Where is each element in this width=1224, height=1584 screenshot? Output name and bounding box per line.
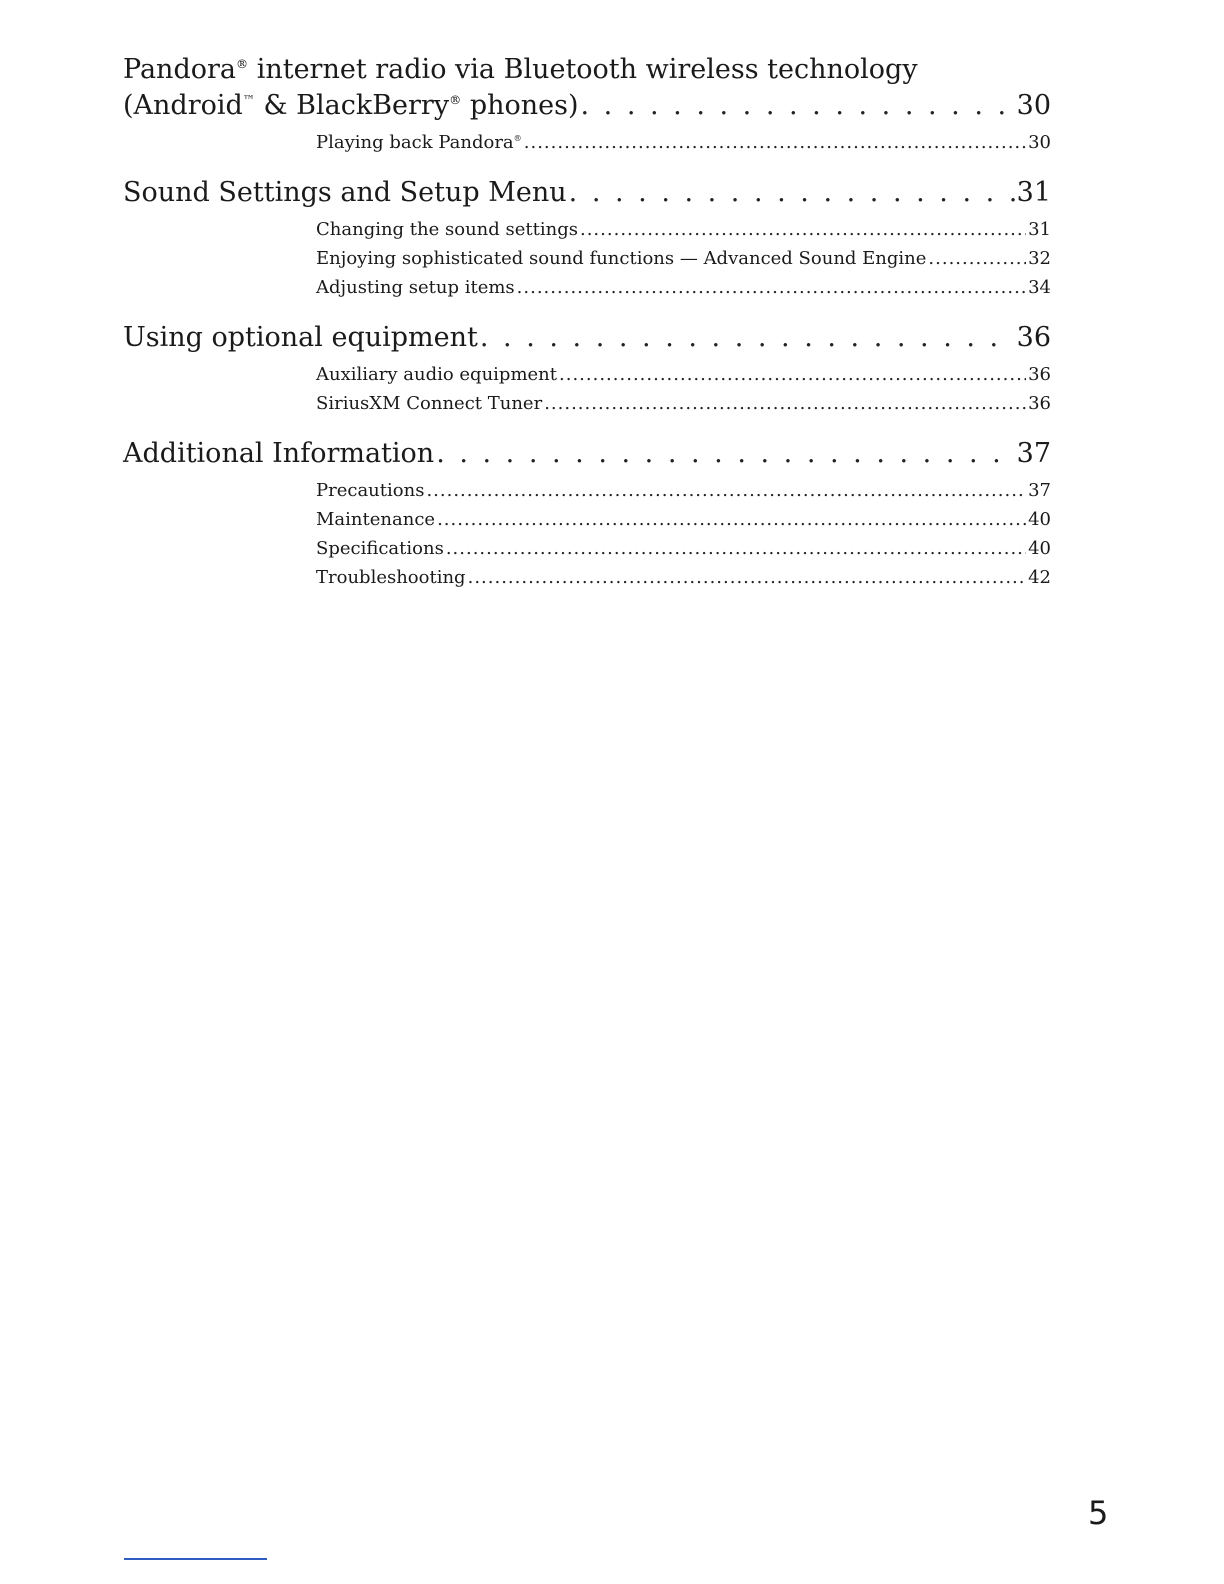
section-title: Sound Settings and Setup Menu: [123, 177, 567, 208]
section-title: Additional Information: [123, 438, 435, 469]
subentry-label: SiriusXM Connect Tuner: [316, 393, 543, 414]
registered-mark: ®: [513, 133, 522, 143]
toc-subentry[interactable]: [316, 534, 1051, 563]
page-number: 40: [1028, 509, 1051, 530]
page-number: 31: [1028, 219, 1051, 240]
registered-mark: ®: [235, 57, 249, 71]
toc-section-sound-settings: [123, 175, 1051, 314]
dot-leader: [468, 563, 1027, 592]
toc-subentry[interactable]: [316, 505, 1051, 534]
subentry-label: Enjoying sophisticated sound functions — Advanced Sound Engine: [316, 248, 927, 269]
subentry-label: Specifications: [316, 538, 444, 559]
page-number: 34: [1028, 277, 1051, 298]
dot-leader: [480, 320, 1015, 356]
toc-subentry[interactable]: [316, 360, 1051, 389]
page-number: 40: [1028, 538, 1051, 559]
trademark-mark: ™: [242, 93, 255, 107]
dot-leader: [580, 215, 1026, 244]
subentry-label: Changing the sound settings: [316, 219, 578, 240]
page-number: 30: [1016, 90, 1051, 121]
toc-subentry[interactable]: [316, 215, 1051, 244]
table-of-contents: [123, 52, 1051, 610]
page-number: 32: [1028, 248, 1051, 269]
dot-leader: [437, 505, 1026, 534]
section-title-text-rest: internet radio via Bluetooth wireless technology: [248, 54, 918, 85]
subentry-label: Playing back Pandora®: [316, 132, 522, 153]
dot-leader: [544, 389, 1026, 418]
section-title-line2: (Android™ & BlackBerry® phones): [123, 90, 579, 121]
toc-subentry[interactable]: [316, 476, 1051, 505]
dot-leader: [436, 436, 1014, 472]
subentry-label: Auxiliary audio equipment: [316, 364, 557, 385]
dot-leader: [426, 476, 1026, 505]
page-number: 42: [1028, 567, 1051, 588]
subentry-label: Adjusting setup items: [316, 277, 515, 298]
dot-leader: [446, 534, 1026, 563]
section-title-text: Pandora: [123, 54, 236, 85]
toc-subentry[interactable]: [316, 128, 1051, 157]
subentry-label: Precautions: [316, 480, 425, 501]
toc-subentry[interactable]: [316, 244, 1051, 273]
subentry-label: Maintenance: [316, 509, 436, 530]
page-number: 30: [1028, 132, 1051, 153]
subsection-list: [316, 211, 1051, 314]
page-number: 31: [1016, 177, 1051, 208]
dot-leader: [517, 273, 1026, 302]
dot-leader: [928, 244, 1026, 273]
dot-leader: [581, 88, 1015, 124]
subsection-list: [316, 124, 1051, 169]
page-number: 36: [1028, 364, 1051, 385]
page-number: 37: [1028, 480, 1051, 501]
toc-entry-section[interactable]: [123, 88, 1051, 124]
toc-subentry[interactable]: [316, 389, 1051, 418]
toc-entry-section[interactable]: [123, 320, 1051, 356]
toc-subentry[interactable]: [316, 273, 1051, 302]
registered-mark: ®: [449, 93, 462, 107]
toc-entry-section[interactable]: [123, 436, 1051, 472]
dot-leader: [524, 128, 1026, 157]
toc-subentry[interactable]: [316, 563, 1051, 592]
subsection-list: [316, 356, 1051, 430]
subsection-list: [316, 472, 1051, 604]
page-number: 36: [1028, 393, 1051, 414]
page-number: 37: [1016, 438, 1051, 469]
section-title: Using optional equipment: [123, 322, 478, 353]
section-title-line1: [123, 52, 1051, 88]
page-number: 36: [1016, 322, 1051, 353]
toc-section-optional-equipment: [123, 320, 1051, 430]
toc-entry-section[interactable]: [123, 175, 1051, 211]
dot-leader: [569, 175, 1015, 211]
subentry-label: Troubleshooting: [316, 567, 466, 588]
toc-section-pandora: [123, 52, 1051, 169]
dot-leader: [559, 360, 1026, 389]
footer-rule: [124, 1558, 267, 1560]
page-folio: 5: [1088, 1494, 1109, 1532]
toc-section-additional-information: [123, 436, 1051, 604]
